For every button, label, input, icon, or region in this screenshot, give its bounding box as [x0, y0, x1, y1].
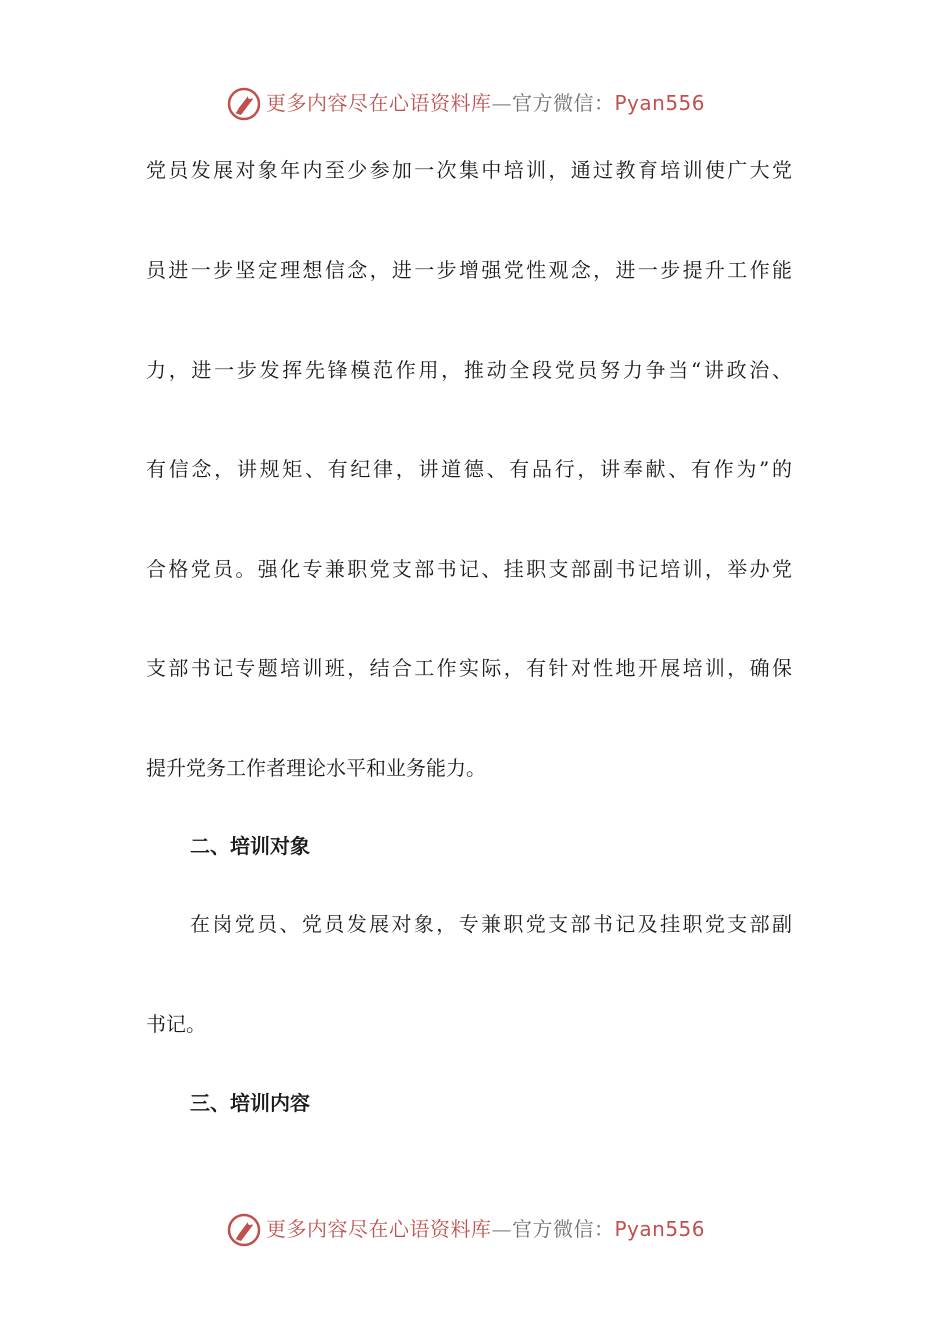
banner-text [266, 89, 705, 117]
body-line: 党员发展对象年内至少参加一次集中培训，通过教育培训使广大党 [146, 158, 792, 182]
banner-site-name: 更多内容尽在心语资料库 [266, 91, 492, 115]
body-line: 书记。 [146, 1012, 206, 1036]
section-heading-training-targets: 二、培训对象 [190, 834, 310, 858]
body-line: 支部书记专题培训班，结合工作实际，有针对性地开展培训，确保 [146, 656, 792, 680]
header-banner [0, 84, 950, 124]
banner-wechat-id: Pyan556 [614, 91, 706, 115]
banner-wechat-id: Pyan556 [614, 1217, 706, 1241]
body-line: 合格党员。强化专兼职党支部书记、挂职支部副书记培训，举办党 [146, 557, 792, 581]
body-line: 员进一步坚定理想信念，进一步增强党性观念，进一步提升工作能 [146, 258, 792, 282]
body-line: 提升党务工作者理论水平和业务能力。 [146, 756, 486, 780]
body-line: 在岗党员、党员发展对象，专兼职党支部书记及挂职党支部副 [190, 912, 792, 936]
body-line: 有信念，讲规矩、有纪律，讲道德、有品行，讲奉献、有作为”的 [146, 457, 792, 481]
banner-dash: — [491, 91, 512, 115]
section-heading-training-content: 三、培训内容 [190, 1091, 310, 1115]
pen-nib-icon [226, 86, 262, 122]
footer-banner [0, 1210, 950, 1250]
body-line: 力，进一步发挥先锋模范作用，推动全段党员努力争当“讲政治、 [146, 358, 792, 382]
banner-text [266, 1215, 705, 1243]
banner-site-name: 更多内容尽在心语资料库 [266, 1217, 492, 1241]
banner-contact-label: 官方微信： [512, 91, 615, 115]
banner-contact-label: 官方微信： [512, 1217, 615, 1241]
pen-nib-icon [226, 1212, 262, 1248]
banner-dash: — [491, 1217, 512, 1241]
